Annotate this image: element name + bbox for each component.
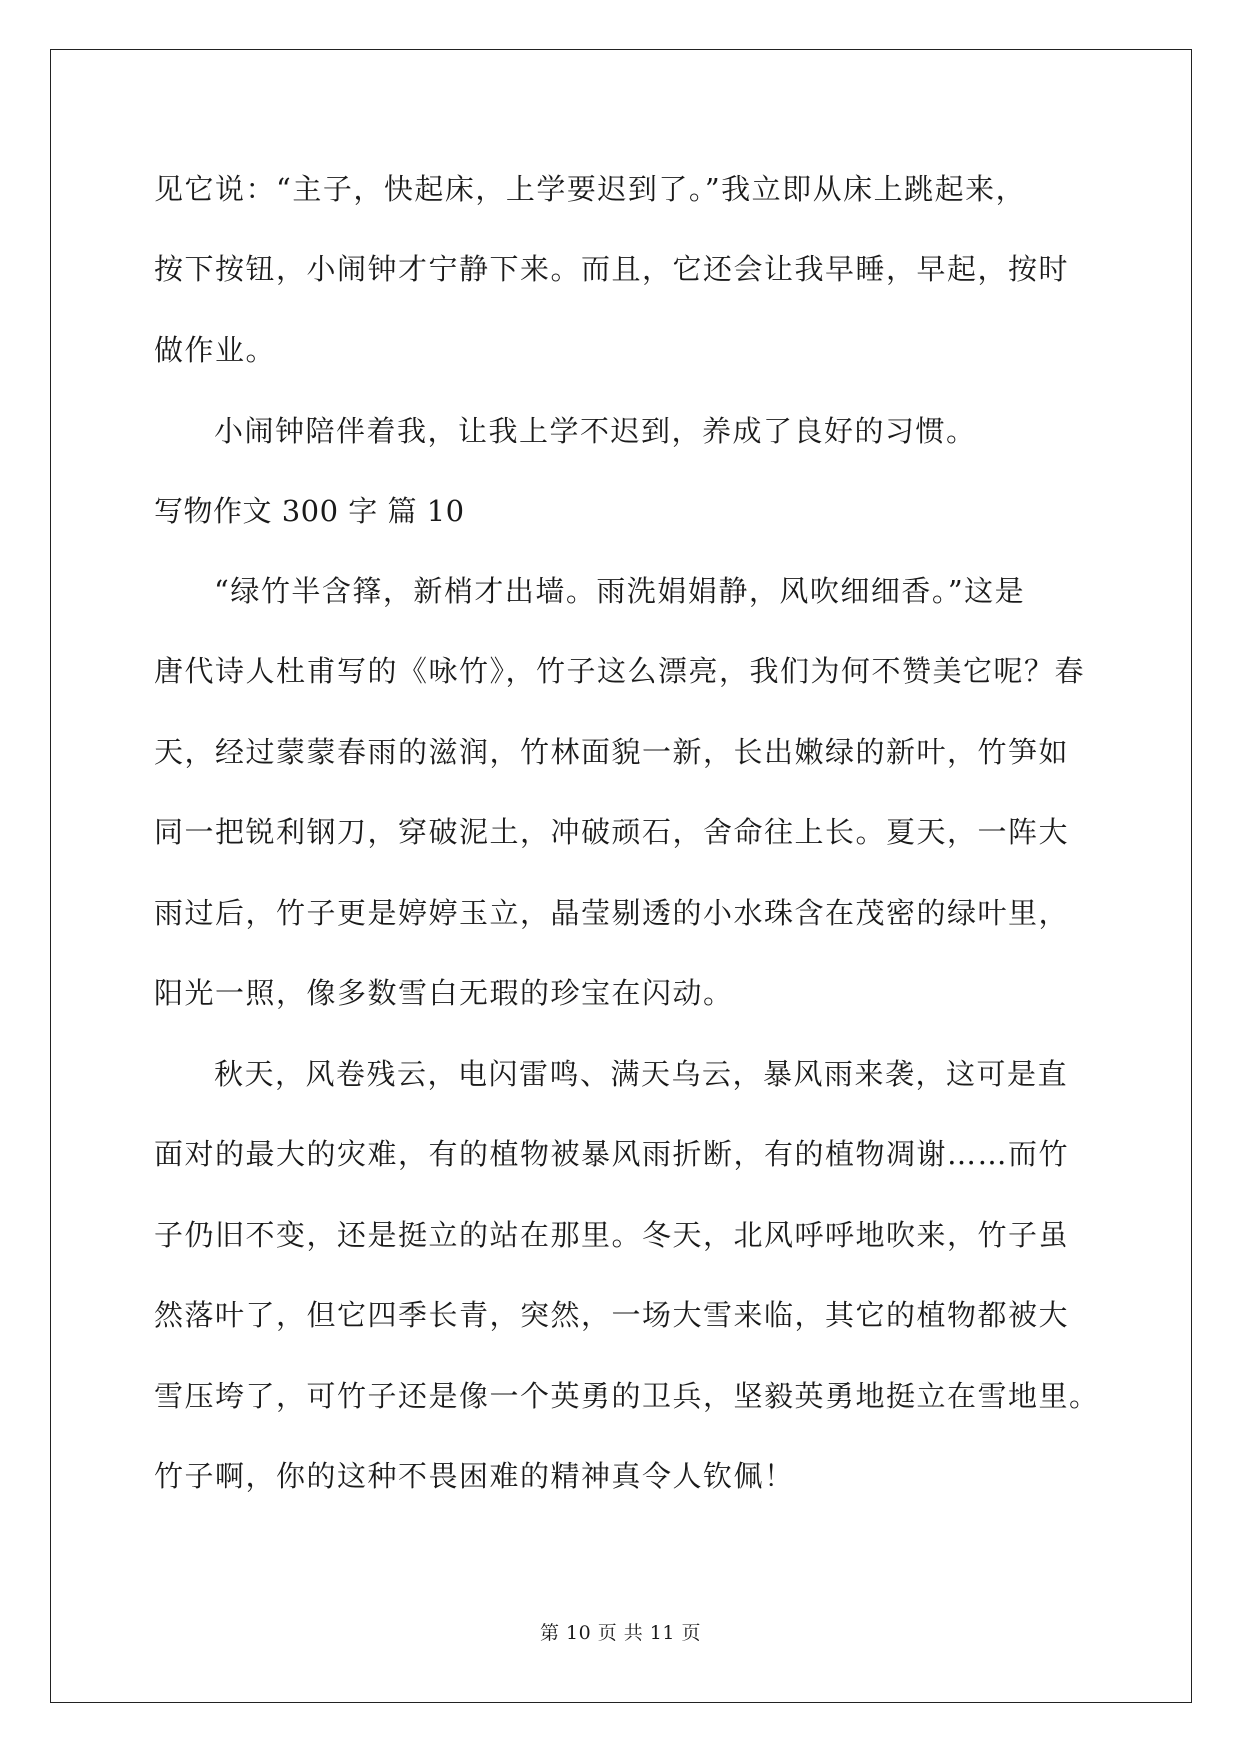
paragraph-line: 阳光一照，像多数雪白无瑕的珍宝在闪动。 [154,976,734,1010]
paragraph-line: 按下按钮，小闹钟才宁静下来。而且，它还会让我早睡，早起，按时 [154,252,1070,286]
paragraph-line: 做作业。 [154,333,277,367]
paragraph-line: 见它说：“主子，快起床，上学要迟到了。”我立即从床上跳起来， [154,172,1027,206]
paragraph-line: 面对的最大的灾难，有的植物被暴风雨折断，有的植物凋谢……而竹 [154,1137,1070,1171]
section-heading: 写物作文 300 字 篇 10 [154,494,465,528]
page-border [50,49,1192,1703]
paragraph-line: 雨过后，竹子更是婷婷玉立，晶莹剔透的小水珠含在茂密的绿叶里， [154,896,1070,930]
paragraph-line: 然落叶了，但它四季长青，突然，一场大雪来临，其它的植物都被大 [154,1298,1070,1332]
paragraph-line: 雪压垮了，可竹子还是像一个英勇的卫兵，坚毅英勇地挺立在雪地里。 [154,1379,1100,1413]
paragraph-line: 同一把锐利钢刀，穿破泥土，冲破顽石，舍命往上长。夏天，一阵大 [154,815,1070,849]
paragraph-line: “绿竹半含箨，新梢才出墙。雨洗娟娟静，风吹细细香。”这是 [214,574,1026,608]
paragraph-line: 子仍旧不变，还是挺立的站在那里。冬天，北风呼呼地吹来，竹子虽 [154,1218,1070,1252]
paragraph-line: 竹子啊，你的这种不畏困难的精神真令人钦佩！ [154,1459,795,1493]
paragraph-line: 小闹钟陪伴着我，让我上学不迟到，养成了良好的习惯。 [214,414,977,448]
paragraph-line: 天，经过蒙蒙春雨的滋润，竹林面貌一新，长出嫩绿的新叶，竹笋如 [154,735,1070,769]
paragraph-line: 秋天，风卷残云，电闪雷鸣、满天乌云，暴风雨来袭，这可是直 [214,1057,1069,1091]
paragraph-line: 唐代诗人杜甫写的《咏竹》，竹子这么漂亮，我们为何不赞美它呢？春 [154,654,1086,688]
page-number-footer: 第 10 页 共 11 页 [539,1622,702,1644]
